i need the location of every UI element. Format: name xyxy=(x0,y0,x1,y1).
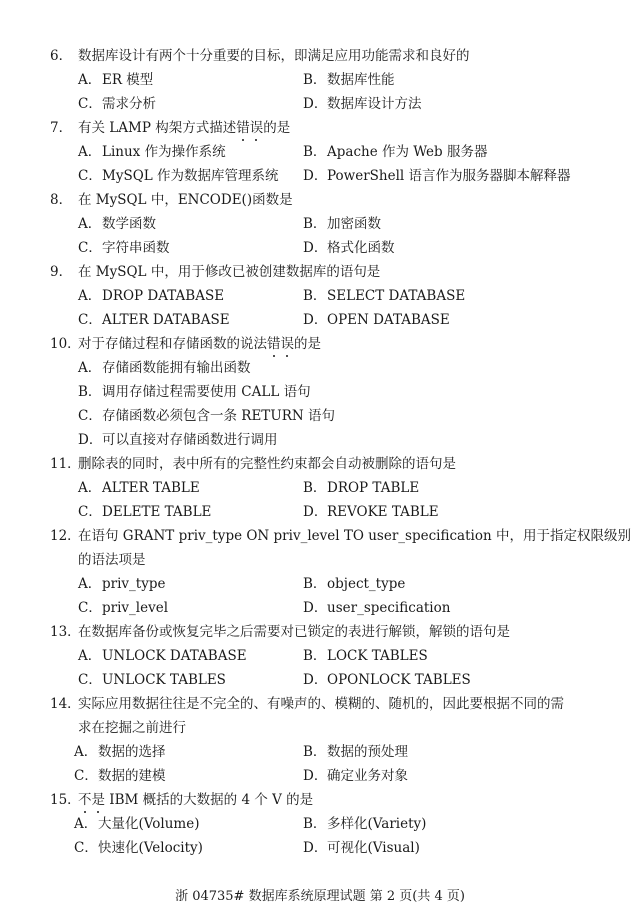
option-c: C．快速化(Velocity) xyxy=(74,840,203,856)
emphasis-mark: 错 xyxy=(267,336,281,352)
option-d: D．REVOKE TABLE xyxy=(303,504,439,520)
option-b: B．多样化(Variety) xyxy=(303,816,427,832)
question-stem: 8． 在 MySQL 中，ENCODE()函数是 xyxy=(50,192,293,208)
question-number: 7． xyxy=(50,120,73,136)
question-stem: 11．删除表的同时，表中所有的完整性约束都会自动被删除的语句是 xyxy=(50,456,456,472)
option-d: D．可以直接对存储函数进行调用 xyxy=(78,432,278,448)
emphasis-mark: 不 xyxy=(78,792,92,808)
question-stem: 14．实际应用数据往往是不完全的、有噪声的、模糊的、随机的，因此要根据不同的需 xyxy=(50,696,564,712)
option-c: C．存储函数必须包含一条 RETURN 语句 xyxy=(78,408,335,424)
question-stem-continued: 求在挖掘之前进行 xyxy=(78,720,186,736)
option-c: C．UNLOCK TABLES xyxy=(78,672,226,688)
option-a: A．存储函数能拥有输出函数 xyxy=(78,360,251,376)
question-number: 6． xyxy=(50,48,73,64)
option-b: B．调用存储过程需要使用 CALL 语句 xyxy=(78,384,311,400)
question-number: 15． xyxy=(50,792,81,808)
emphasis-mark: 误 xyxy=(249,120,264,136)
option-d: D．可视化(Visual) xyxy=(303,840,420,856)
question-number: 10． xyxy=(50,336,81,352)
option-a: A．ALTER TABLE xyxy=(78,480,200,496)
option-c: C．priv_level xyxy=(78,600,169,616)
option-d: D．确定业务对象 xyxy=(303,768,408,784)
question-stem: 12．在语句 GRANT priv_type ON priv_level TO user_specification 中，用于指定权限级别 xyxy=(50,528,631,544)
option-d: D．数据库设计方法 xyxy=(303,96,422,112)
option-d: D．OPEN DATABASE xyxy=(303,312,450,328)
emphasis-mark: 错 xyxy=(236,120,250,136)
option-c: C．数据的建模 xyxy=(74,768,166,784)
option-d: D．OPONLOCK TABLES xyxy=(303,672,471,688)
option-c: C．ALTER DATABASE xyxy=(78,312,230,328)
question-stem: 10．对于存储过程和存储函数的说法错误的是 xyxy=(50,336,321,352)
option-a: A．数据的选择 xyxy=(74,744,166,760)
option-c: C．DELETE TABLE xyxy=(78,504,212,520)
question-number: 13． xyxy=(50,624,81,640)
option-d: D．格式化函数 xyxy=(303,240,395,256)
question-stem: 9． 在 MySQL 中，用于修改已被创建数据库的语句是 xyxy=(50,264,381,280)
option-d: D．user_specification xyxy=(303,600,451,616)
page-footer: 浙 04735# 数据库系统原理试题 第 2 页(共 4 页) xyxy=(175,889,465,904)
option-b: B．Apache 作为 Web 服务器 xyxy=(303,144,488,160)
option-b: B．数据库性能 xyxy=(303,72,395,88)
question-stem: 7． 有关 LAMP 构架方式描述错误的是 xyxy=(50,120,291,136)
question-stem: 6． 数据库设计有两个十分重要的目标，即满足应用功能需求和良好的 xyxy=(50,48,470,64)
option-b: B．SELECT DATABASE xyxy=(303,288,466,304)
question-stem: 13．在数据库备份或恢复完毕之后需要对已锁定的表进行解锁，解锁的语句是 xyxy=(50,624,510,640)
option-a: A．ER 模型 xyxy=(78,72,154,88)
option-b: B．LOCK TABLES xyxy=(303,648,428,664)
option-a: A．Linux 作为操作系统 xyxy=(78,144,226,160)
option-a: A．priv_type xyxy=(78,576,166,592)
question-number: 8． xyxy=(50,192,73,208)
question-stem-continued: 的语法项是 xyxy=(78,552,146,568)
option-a: A．大量化(Volume) xyxy=(74,816,200,832)
question-number: 9． xyxy=(50,264,73,280)
option-d: D．PowerShell 语言作为服务器脚本解释器 xyxy=(303,168,571,184)
option-c: C．MySQL 作为数据库管理系统 xyxy=(78,168,279,184)
question-number: 14． xyxy=(50,696,81,712)
emphasis-mark: 是 xyxy=(91,792,105,808)
question-stem: 15．不是 IBM 概括的大数据的 4 个 V 的是 xyxy=(50,792,314,808)
option-c: C．字符串函数 xyxy=(78,240,170,256)
option-a: A．DROP DATABASE xyxy=(78,288,225,304)
option-b: B．加密函数 xyxy=(303,216,381,232)
option-c: C．需求分析 xyxy=(78,96,156,112)
option-b: B．DROP TABLE xyxy=(303,480,420,496)
emphasis-mark: 误 xyxy=(280,336,294,352)
option-a: A．数学函数 xyxy=(78,216,156,232)
question-number: 11． xyxy=(50,456,81,472)
option-b: B．object_type xyxy=(303,576,406,592)
question-number: 12． xyxy=(50,528,81,544)
option-b: B．数据的预处理 xyxy=(303,744,408,760)
option-a: A．UNLOCK DATABASE xyxy=(78,648,247,664)
